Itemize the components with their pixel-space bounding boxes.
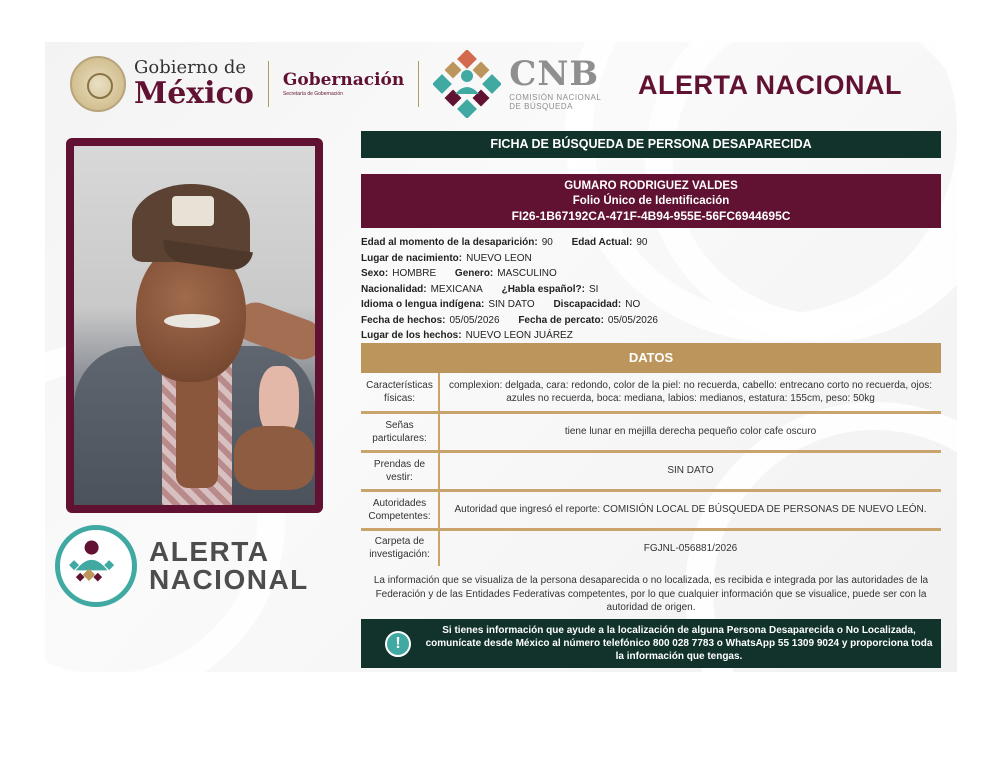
discapacidad-label: Discapacidad: <box>553 299 622 310</box>
edad-desaparicion-label: Edad al momento de la desaparición: <box>361 237 538 248</box>
genero-value: MASCULINO <box>497 268 557 279</box>
habla-espanol-label: ¿Habla español?: <box>501 283 585 295</box>
edad-actual-label: Edad Actual: <box>571 237 633 248</box>
lugar-nacimiento-label: Lugar de nacimiento: <box>361 252 463 264</box>
alerta-nacional-logo <box>55 525 309 607</box>
folio-value: FI26-1B67192CA-471F-4B94-955E-56FC6944695C <box>511 209 791 223</box>
row-value: tiene lunar en mejilla derecha pequeño color cafe oscuro <box>439 412 941 451</box>
habla-espanol-value: SI <box>588 283 599 295</box>
divider <box>418 61 419 107</box>
fecha-percato-label: Fecha de percato: <box>518 314 604 326</box>
person-photo-frame <box>66 138 323 513</box>
lugar-nacimiento-value: NUEVO LEON <box>466 252 532 264</box>
cnb-title: CNB <box>509 53 600 94</box>
person-name: GUMARO RODRIGUEZ VALDES <box>564 180 738 192</box>
alerta-nacional-title: ALERTA NACIONAL <box>638 70 902 100</box>
person-photo <box>74 146 315 505</box>
fecha-hechos-value: 05/05/2026 <box>449 314 500 326</box>
gobernacion-subtitle: Secretaría de Gobernación <box>282 90 343 97</box>
disclaimer-text: La información que se visualiza de la persona desaparecida o no localizada, es recibida e integrada por las autoridades de la Federación y de las Entidades Federativas competentes, por lo que cualquier información que se visualice, puede ser con la autoridad de origen. <box>373 575 929 613</box>
contact-text: Si tienes información que ayude a la localización de alguna Persona Desaparecida o No Localizada, comunícate desde México al número telefónico 800 028 7783 o WhatsApp 55 1309 9024 y proporciona toda la información que tengas. <box>425 625 933 662</box>
row-value: FGJNL-056881/2026 <box>643 542 738 554</box>
fecha-percato-value: 05/05/2026 <box>607 314 658 326</box>
alerta-logo-text <box>149 538 309 594</box>
lugar-hechos-value: NUEVO LEON JUÁREZ <box>465 330 573 341</box>
person-info <box>361 235 941 344</box>
alerta-emblem-icon <box>55 525 137 607</box>
row-label: Señas particulares: <box>361 412 439 451</box>
nacionalidad-value: MEXICANA <box>430 283 483 295</box>
table-row <box>361 529 941 566</box>
row-label: Carpeta de investigación: <box>361 529 439 566</box>
row-value: complexion: delgada, cara: redondo, color de la piel: no recuerda, cabello: entrecano corto no recuerda, ojos: azules no recuerda, boca: mediana, labios: medianos, estatura: 155cm, peso: 50kg <box>439 373 941 412</box>
folio-label: Folio Único de Identificación <box>572 195 730 207</box>
nacionalidad-label: Nacionalidad: <box>361 283 427 295</box>
idioma-value: SIN DATO <box>488 299 535 310</box>
person-header <box>361 174 941 228</box>
datos-table <box>361 373 941 566</box>
row-value: Autoridad que ingresó el reporte: COMISIÓN LOCAL DE BÚSQUEDA DE PERSONAS DE NUEVO LEÓN. <box>439 490 941 529</box>
row-label: Prendas de vestir: <box>361 451 439 490</box>
table-row <box>361 373 941 412</box>
mexico-seal-icon <box>70 56 126 112</box>
lugar-hechos-label: Lugar de los hechos: <box>361 330 462 341</box>
gobernacion-logo <box>282 69 405 97</box>
table-row <box>361 490 941 529</box>
row-value: SIN DATO <box>439 451 941 490</box>
idioma-label: Idioma o lengua indígena: <box>361 299 485 310</box>
header-logos <box>70 52 601 116</box>
cnb-logo <box>509 53 602 111</box>
cnb-emblem-icon <box>433 50 501 118</box>
row-label: Autoridades Competentes: <box>361 490 439 529</box>
contact-banner <box>361 619 941 668</box>
sexo-value: HOMBRE <box>392 268 437 279</box>
sexo-label: Sexo: <box>361 268 389 279</box>
cnb-subtitle-1: COMISIÓN NACIONAL <box>509 92 602 102</box>
cnb-subtitle-2: DE BÚSQUEDA <box>509 102 573 111</box>
datos-title-bar: DATOS <box>361 343 941 373</box>
ficha-title-bar: FICHA DE BÚSQUEDA DE PERSONA DESAPARECIDA <box>361 131 941 158</box>
table-row <box>361 412 941 451</box>
divider <box>268 61 269 107</box>
edad-desaparicion-value: 90 <box>541 237 553 248</box>
gobierno-main-text: México <box>134 76 254 111</box>
gobernacion-title: Gobernación <box>282 69 405 90</box>
genero-label: Genero: <box>454 268 494 279</box>
exclamation-icon: ! <box>385 631 411 657</box>
gobierno-de-mexico-logo <box>134 59 254 109</box>
row-label: Características físicas: <box>361 373 439 412</box>
fecha-hechos-label: Fecha de hechos: <box>361 314 446 326</box>
alerta-logo-line-2: NACIONAL <box>149 564 309 595</box>
table-row <box>361 451 941 490</box>
edad-actual-value: 90 <box>636 237 648 248</box>
gobierno-top-text: Gobierno de <box>134 57 247 78</box>
alerta-logo-line-1: ALERTA <box>149 536 270 567</box>
discapacidad-value: NO <box>625 299 641 310</box>
